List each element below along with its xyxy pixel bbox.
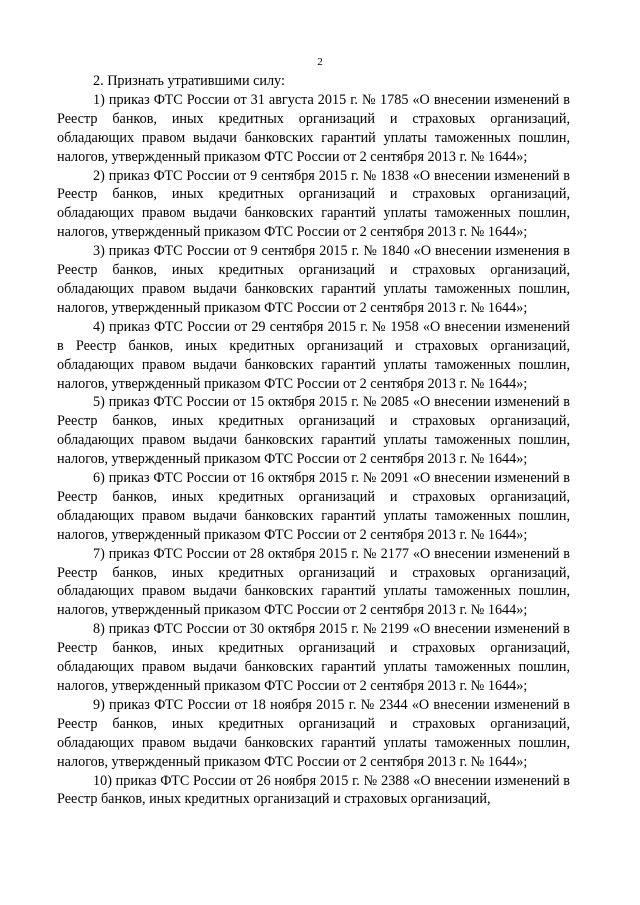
section-heading: 2. Признать утратившими силу: bbox=[93, 73, 285, 89]
list-item-9: 9) приказ ФТС России от 18 ноября 2015 г. № 2344 «О внесении изменений в Реестр банков, иных кредитных организаций и страховых организаций, обладающих правом выдачи банковских гарантий уплаты таможенных пошлин, налогов, утвержденный приказом ФТС России от 2 сентября 2013 г. № 1644»; bbox=[57, 696, 570, 770]
list-item-7: 7) приказ ФТС России от 28 октября 2015 г. № 2177 «О внесении изменений в Реестр банков, иных кредитных организаций и страховых организаций, обладающих правом выдачи банковских гарантий уплаты таможенных пошлин, налогов, утвержденный приказом ФТС России от 2 сентября 2013 г. № 1644»; bbox=[57, 545, 570, 619]
list-item-6: 6) приказ ФТС России от 16 октября 2015 г. № 2091 «О внесении изменений в Реестр банков, иных кредитных организаций и страховых организаций, обладающих правом выдачи банковских гарантий уплаты таможенных пошлин, налогов, утвержденный приказом ФТС России от 2 сентября 2013 г. № 1644»; bbox=[57, 470, 570, 543]
list-item-8: 8) приказ ФТС России от 30 октября 2015 г. № 2199 «О внесении изменений в Реестр банков, иных кредитных организаций и страховых организаций, обладающих правом выдачи банковских гарантий уплаты таможенных пошлин, налогов, утвержденный приказом ФТС России от 2 сентября 2013 г. № 1644»; bbox=[57, 621, 570, 694]
list-item-2: 2) приказ ФТС России от 9 сентября 2015 г. № 1838 «О внесении изменений в Реестр банков, иных кредитных организаций и страховых организаций, обладающих правом выдачи банковских гарантий уплаты таможенных пошлин, налогов, утвержденный приказом ФТС России от 2 сентября 2013 г. № 1644»; bbox=[57, 167, 570, 241]
list-item-10: 10) приказ ФТС России от 26 ноября 2015 г. № 2388 «О внесении изменений в Реестр банков, иных кредитных организаций и страховых организаций, bbox=[57, 772, 570, 808]
list-item-3: 3) приказ ФТС России от 9 сентября 2015 г. № 1840 «О внесении изменения в Реестр банков, иных кредитных организаций и страховых организаций, обладающих правом выдачи банковских гарантий уплаты таможенных пошлин, налогов, утвержденный приказом ФТС России от 2 сентября 2013 г. № 1644»; bbox=[57, 243, 570, 316]
document-body bbox=[57, 72, 570, 809]
list-item-1: 1) приказ ФТС России от 31 августа 2015 г. № 1785 «О внесении изменений в Реестр банков, иных кредитных организаций и страховых организаций, обладающих правом выдачи банковских гарантий уплаты таможенных пошлин, налогов, утвержденный приказом ФТС России от 2 сентября 2013 г. № 1644»; bbox=[57, 91, 570, 165]
list-item-4: 4) приказ ФТС России от 29 сентября 2015 г. № 1958 «О внесении изменений в Реестр банков, иных кредитных организаций и страховых организаций, обладающих правом выдачи банковских гарантий уплаты таможенных пошлин, налогов, утвержденный приказом ФТС России от 2 сентября 2013 г. № 1644»; bbox=[57, 318, 570, 392]
page-number: 2 bbox=[317, 56, 323, 68]
list-item-5: 5) приказ ФТС России от 15 октября 2015 г. № 2085 «О внесении изменений в Реестр банков, иных кредитных организаций и страховых организаций, обладающих правом выдачи банковских гарантий уплаты таможенных пошлин, налогов, утвержденный приказом ФТС России от 2 сентября 2013 г. № 1644»; bbox=[57, 394, 570, 468]
